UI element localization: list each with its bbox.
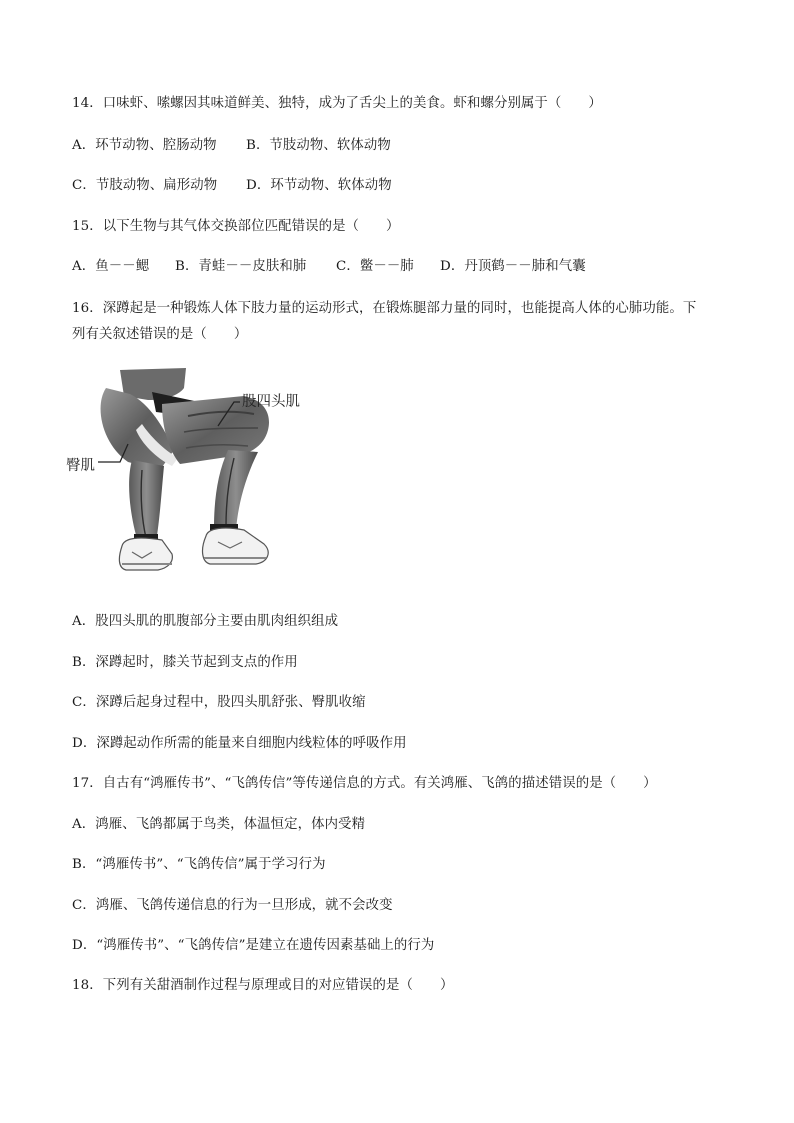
q16-option-d: D．深蹲起动作所需的能量来自细胞内线粒体的呼吸作用 — [72, 736, 407, 751]
q15-option-d: D．丹顶鹤－－肺和气囊 — [440, 259, 586, 274]
q17-option-d: D．“鸿雁传书”、“飞鸽传信”是建立在遗传因素基础上的行为 — [72, 938, 435, 953]
q14-option-c: C．节肢动物、扁形动物 — [72, 178, 218, 193]
q16-stem-line1: 16．深蹲起是一种锻炼人体下肢力量的运动形式，在锻炼腿部力量的同时，也能提高人体的心肺功能。下 — [72, 301, 697, 316]
q14-options-row2 — [72, 177, 392, 195]
q16-option-b: B．深蹲起时，膝关节起到支点的作用 — [72, 655, 298, 670]
q14-option-b: B．节肢动物、软体动物 — [246, 138, 391, 153]
q15-stem: 15．以下生物与其气体交换部位匹配错误的是（ ） — [72, 219, 400, 234]
q15-option-b: B．青蛙－－皮肤和肺 — [175, 259, 307, 274]
q15-option-a: A．鱼－－鳃 — [72, 259, 150, 274]
label-gluteus: 臀肌 — [66, 458, 95, 474]
q14-options-row1 — [72, 137, 391, 155]
q17-option-a: A．鸿雁、飞鸽都属于鸟类，体温恒定，体内受精 — [72, 817, 366, 832]
q14-stem: 14．口味虾、嗦螺因其味道鲜美、独特，成为了舌尖上的美食。虾和螺分别属于（ ） — [72, 96, 602, 111]
q14-option-d: D．环节动物、软体动物 — [246, 178, 392, 193]
q17-option-b: B．“鸿雁传书”、“飞鸽传信”属于学习行为 — [72, 857, 326, 872]
q17-option-c: C．鸿雁、飞鸽传递信息的行为一旦形成，就不会改变 — [72, 898, 393, 913]
q17-stem: 17．自古有“鸿雁传书”、“飞鸽传信”等传递信息的方式。有关鸿雁、飞鸽的描述错误的是（ ） — [72, 776, 657, 791]
squat-muscle-figure — [68, 366, 330, 588]
q15-options-row — [72, 258, 586, 276]
label-quadriceps: 股四头肌 — [242, 394, 300, 410]
q16-stem-line2: 列有关叙述错误的是（ ） — [72, 327, 248, 342]
q15-option-c: C．鳖－－肺 — [336, 259, 414, 274]
q16-option-a: A．股四头肌的肌腹部分主要由肌肉组织组成 — [72, 614, 339, 629]
q14-option-a: A．环节动物、腔肠动物 — [72, 138, 217, 153]
q18-stem: 18．下列有关甜酒制作过程与原理或目的对应错误的是（ ） — [72, 978, 454, 993]
q16-option-c: C．深蹲后起身过程中，股四头肌舒张、臀肌收缩 — [72, 695, 366, 710]
